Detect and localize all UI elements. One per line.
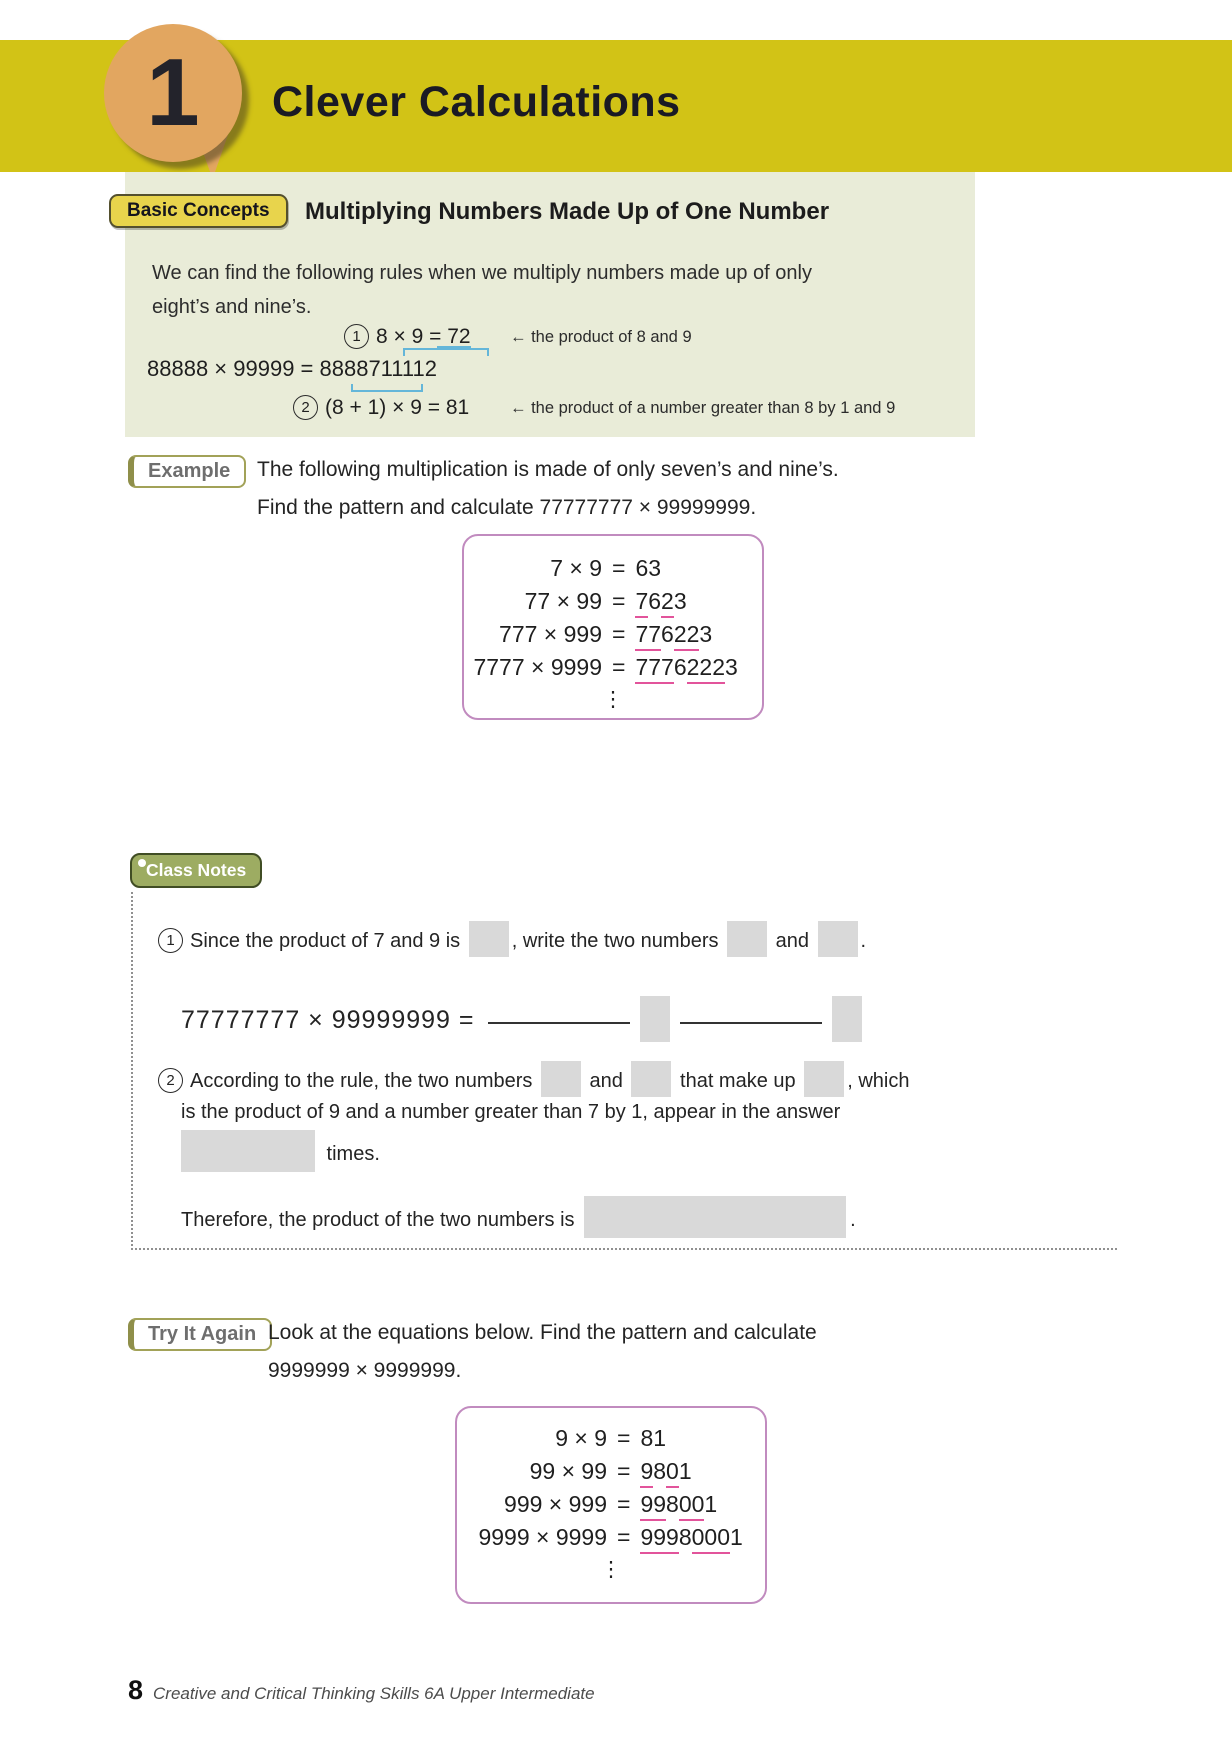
pattern-digits-underlined: 22 [674, 621, 700, 651]
equals-sign: = [617, 1524, 631, 1550]
basic-concepts-badge: Basic Concepts [109, 194, 288, 228]
equation-lhs: 777 × 999 [499, 621, 602, 647]
blue-bracket-bottom-icon [351, 384, 423, 392]
equation-result [635, 618, 712, 651]
answer-blank [181, 1130, 315, 1172]
circled-number-2: 2 [158, 1068, 183, 1093]
pattern-digits-underlined: 000 [692, 1524, 730, 1554]
equation-lhs: 999 × 999 [504, 1491, 607, 1517]
pattern-digits-underlined: 7 [635, 588, 648, 618]
pattern-digits: 1 [678, 1458, 692, 1484]
concepts-heading: Multiplying Numbers Made Up of One Number [305, 198, 830, 225]
pattern-digits-underlined: 2 [661, 588, 674, 618]
pattern-digits-underlined: 00 [679, 1491, 705, 1521]
basic-concepts-box [125, 172, 975, 437]
equation-row [457, 1521, 765, 1554]
rule-2-text: (8 + 1) × 9 = 81 [325, 396, 470, 419]
try-again-equations-card [455, 1406, 767, 1604]
equation-lhs: 9999 × 9999 [478, 1524, 607, 1550]
pattern-digits: 8 [653, 1458, 667, 1484]
equation-result [640, 1455, 691, 1488]
equation-lhs: 77 × 99 [524, 588, 602, 614]
equation-result [640, 1521, 742, 1554]
concepts-intro [152, 256, 952, 324]
vertical-ellipsis: ⋮ [602, 687, 624, 711]
page-title: Clever Calculations [272, 78, 681, 126]
blue-bracket-top-icon [403, 348, 489, 356]
answer-blank [541, 1061, 581, 1097]
example-equations-card [462, 534, 764, 720]
equation-row [464, 618, 762, 651]
page-number: 8 [128, 1675, 144, 1705]
example-line2: Find the pattern and calculate 77777777 × 99999999. [257, 496, 757, 519]
equals-sign: = [617, 1458, 631, 1484]
pattern-digits: 1 [729, 1524, 743, 1550]
equals-sign: = [612, 555, 626, 581]
equation-lhs: 99 × 99 [529, 1458, 607, 1484]
pattern-digits: 6 [673, 654, 687, 680]
equation-result [635, 552, 661, 585]
pattern-digits: 6 [648, 588, 662, 614]
pattern-digits-underlined: 777 [635, 654, 673, 684]
answer-blank [727, 921, 767, 957]
answer-blank [640, 996, 670, 1042]
equals-sign: = [617, 1491, 631, 1517]
equals-sign: = [612, 621, 626, 647]
rule-1-text: 8 × 9 = 72 [376, 325, 471, 348]
equation-result [640, 1422, 666, 1455]
example-label: Example [128, 455, 246, 488]
write-line [488, 1022, 630, 1024]
pattern-digits: 3 [673, 588, 687, 614]
write-line [680, 1022, 822, 1024]
class-notes-step2-line1: 2 According to the rule, the two numbers and that make up , which [158, 1061, 909, 1097]
pattern-digits-underlined: 99 [640, 1491, 666, 1521]
equation-row [464, 651, 762, 684]
middle-equation: 88888 × 99999 = 8888711112 [147, 356, 437, 381]
equation-row [457, 1455, 765, 1488]
equation-result [640, 1488, 717, 1521]
try-again-line2: 9999999 × 9999999. [268, 1359, 462, 1382]
rule-1-note: ← the product of 8 and 9 [510, 328, 692, 346]
class-notes-equation: 77777777 × 99999999 = [181, 996, 866, 1042]
equation-lhs: 9 × 9 [555, 1425, 607, 1451]
equation-lhs: 7 × 9 [550, 555, 602, 581]
class-notes-step2-line2: is the product of 9 and a number greater than 7 by 1, appear in the answer [181, 1101, 841, 1123]
pattern-digits: 1 [704, 1491, 718, 1517]
pattern-digits-underlined: 77 [635, 621, 661, 651]
equation-result [635, 585, 686, 618]
equation-result [635, 651, 737, 684]
circled-number-1: 1 [158, 928, 183, 953]
equation-lhs: 7777 × 9999 [473, 654, 602, 680]
concepts-intro-line1: We can find the following rules when we multiply numbers made up of only [152, 262, 812, 284]
answer-blank [832, 996, 862, 1042]
rule-2-note: ← the product of a number greater than 8 by 1 and 9 [510, 399, 896, 417]
equals-sign: = [617, 1425, 631, 1451]
class-notes-step2-line3: times. [181, 1130, 380, 1172]
rule-2-equation [293, 395, 469, 420]
pattern-digits: 81 [640, 1425, 667, 1451]
equation-row [457, 1422, 765, 1455]
pattern-digits: 8 [678, 1524, 692, 1550]
chapter-number: 1 [146, 39, 200, 146]
class-notes-badge: Class Notes [130, 853, 262, 888]
pattern-digits-underlined: 9 [640, 1458, 653, 1488]
class-notes-conclusion: Therefore, the product of the two numbers is . [181, 1196, 856, 1238]
example-line1: The following multiplication is made of only seven’s and nine’s. [257, 458, 839, 481]
answer-blank [631, 1061, 671, 1097]
equals-sign: = [612, 588, 626, 614]
class-notes-step1: 1 Since the product of 7 and 9 is , write the two numbers and . [158, 921, 866, 957]
equation-row [464, 585, 762, 618]
pattern-digits: 6 [661, 621, 674, 647]
circled-number-2: 2 [293, 395, 318, 420]
pattern-digits-underlined: 222 [687, 654, 725, 684]
pattern-digits-underlined: 999 [640, 1524, 678, 1554]
equation-row [464, 552, 762, 585]
equals-sign: = [612, 654, 626, 680]
pattern-digits: 3 [699, 621, 713, 647]
concepts-intro-line2: eight’s and nine’s. [152, 296, 312, 318]
pattern-digits: 3 [724, 654, 738, 680]
answer-blank [804, 1061, 844, 1097]
vertical-ellipsis: ⋮ [600, 1557, 622, 1581]
page-footer [128, 1675, 595, 1706]
book-title: Creative and Critical Thinking Skills 6A Upper Intermediate [153, 1684, 595, 1703]
try-it-again-label: Try It Again [128, 1318, 272, 1351]
equation-row [457, 1488, 765, 1521]
try-again-line1: Look at the equations below. Find the pattern and calculate [268, 1321, 817, 1344]
circled-number-1: 1 [344, 324, 369, 349]
pattern-digits-underlined: 0 [666, 1458, 679, 1488]
pattern-digits: 63 [635, 555, 662, 581]
answer-blank [584, 1196, 846, 1238]
pattern-digits: 8 [666, 1491, 679, 1517]
answer-blank [469, 921, 509, 957]
answer-blank [818, 921, 858, 957]
